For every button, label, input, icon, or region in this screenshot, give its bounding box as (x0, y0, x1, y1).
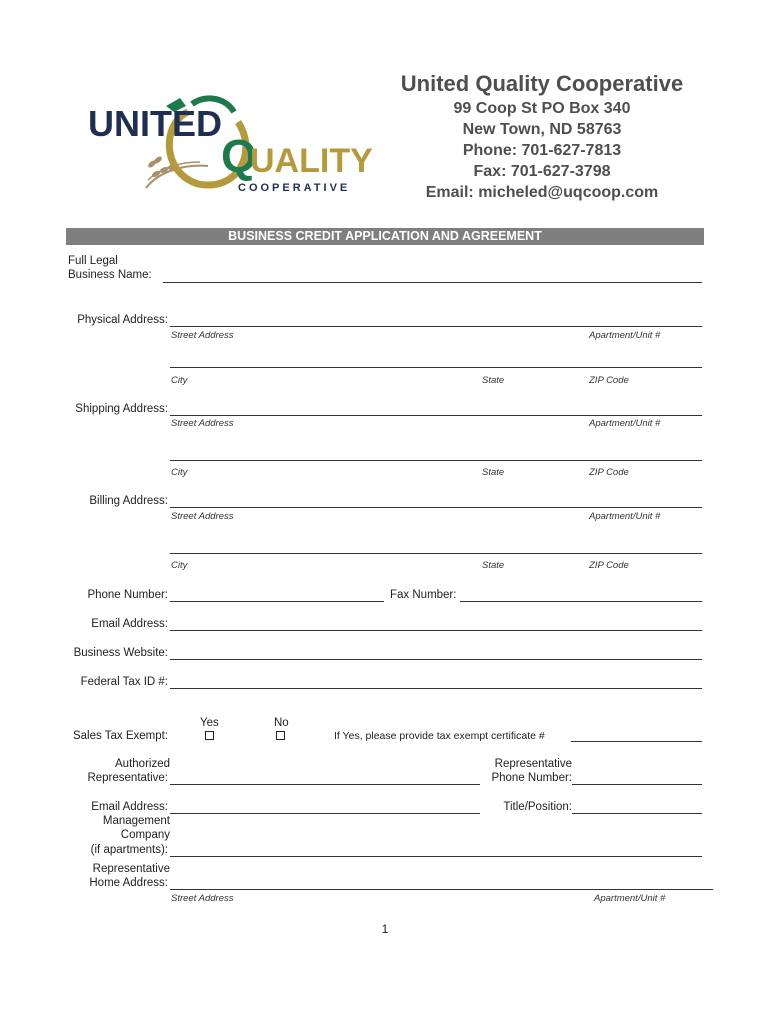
title-position-label: Title/Position: (503, 801, 572, 813)
billing-apt-caption: Apartment/Unit # (589, 511, 661, 522)
fax-number-field[interactable] (460, 601, 702, 602)
authorized-representative-field[interactable] (170, 784, 480, 785)
shipping-zip-caption: ZIP Code (589, 467, 629, 478)
billing-street-field[interactable] (170, 507, 702, 508)
billing-state-caption: State (482, 560, 505, 571)
shipping-city-caption: City (171, 467, 188, 478)
company-label: Company (120, 829, 170, 841)
tax-exempt-yes-checkbox[interactable] (205, 731, 214, 740)
sales-tax-exempt-label: Sales Tax Exempt: (72, 730, 168, 742)
company-address: 99 Coop St PO Box 340 (453, 100, 631, 117)
rep-email-field[interactable] (170, 813, 480, 814)
company-phone: Phone: 701-627-7813 (462, 142, 622, 159)
rep-home-label-1: Representative (92, 863, 170, 875)
tax-exempt-note: If Yes, please provide tax exempt certificate # (334, 730, 545, 742)
form-title: BUSINESS CREDIT APPLICATION AND AGREEMENT (66, 228, 704, 245)
rep-home-address-field[interactable] (170, 889, 713, 890)
rep-home-apt-caption: Apartment/Unit # (594, 893, 666, 904)
fax-number-label: Fax Number: (390, 589, 457, 601)
physical-street-caption: Street Address (171, 330, 234, 341)
management-company-field[interactable] (170, 856, 702, 857)
title-position-field[interactable] (572, 813, 702, 814)
logo-q: Q (221, 130, 257, 182)
business-website-field[interactable] (170, 659, 702, 660)
rep-phone-field[interactable] (572, 784, 702, 785)
rep-home-street-caption: Street Address (171, 893, 234, 904)
tax-exempt-certificate-field[interactable] (571, 741, 702, 742)
email-address-field[interactable] (170, 630, 702, 631)
federal-tax-id-field[interactable] (170, 688, 702, 689)
full-legal-label: Full Legal (68, 255, 118, 267)
billing-street-caption: Street Address (171, 511, 234, 522)
email-address-label: Email Address: (91, 618, 168, 630)
logo-quality: UALITY (250, 142, 373, 180)
shipping-street-field[interactable] (170, 415, 702, 416)
logo-united: UNITED (88, 103, 222, 144)
yes-label: Yes (200, 717, 219, 729)
rep-home-label-2: Home Address: (89, 877, 168, 889)
rep-phone-label-2: Phone Number: (491, 772, 572, 784)
physical-apt-caption: Apartment/Unit # (589, 330, 661, 341)
management-label: Management (102, 815, 170, 827)
shipping-street-caption: Street Address (171, 418, 234, 429)
billing-city-caption: City (171, 560, 188, 571)
if-apartments-label: (if apartments): (90, 844, 168, 856)
billing-city-field[interactable] (170, 553, 702, 554)
billing-address-label: Billing Address: (89, 495, 168, 507)
business-website-label: Business Website: (73, 647, 168, 659)
physical-city-caption: City (171, 375, 188, 386)
shipping-address-label: Shipping Address: (75, 403, 168, 415)
physical-state-caption: State (482, 375, 505, 386)
physical-street-field[interactable] (170, 326, 702, 327)
shipping-state-caption: State (482, 467, 505, 478)
shipping-city-field[interactable] (170, 460, 702, 461)
company-name: United Quality Cooperative (400, 71, 684, 96)
company-logo (88, 92, 373, 198)
rep-email-label: Email Address: (91, 801, 168, 813)
rep-phone-label-1: Representative (494, 758, 572, 770)
tax-exempt-no-checkbox[interactable] (276, 731, 285, 740)
no-label: No (274, 717, 289, 729)
physical-city-field[interactable] (170, 367, 702, 368)
business-name-field[interactable] (163, 282, 702, 283)
company-city: New Town, ND 58763 (462, 121, 622, 138)
physical-address-label: Physical Address: (77, 314, 168, 326)
company-info (382, 70, 702, 203)
company-fax: Fax: 701-627-3798 (473, 163, 611, 180)
page-number: 1 (381, 922, 389, 936)
phone-number-field[interactable] (170, 601, 384, 602)
logo-graphic (88, 92, 373, 198)
logo-cooperative: COOPERATIVE (238, 182, 351, 194)
shipping-apt-caption: Apartment/Unit # (589, 418, 661, 429)
business-name-label: Business Name: (68, 269, 152, 281)
company-email: Email: micheled@uqcoop.com (425, 184, 659, 201)
billing-zip-caption: ZIP Code (589, 560, 629, 571)
authorized-label: Authorized (115, 758, 170, 770)
federal-tax-id-label: Federal Tax ID #: (80, 676, 168, 688)
representative-label: Representative: (87, 772, 168, 784)
phone-number-label: Phone Number: (87, 589, 168, 601)
physical-zip-caption: ZIP Code (589, 375, 629, 386)
